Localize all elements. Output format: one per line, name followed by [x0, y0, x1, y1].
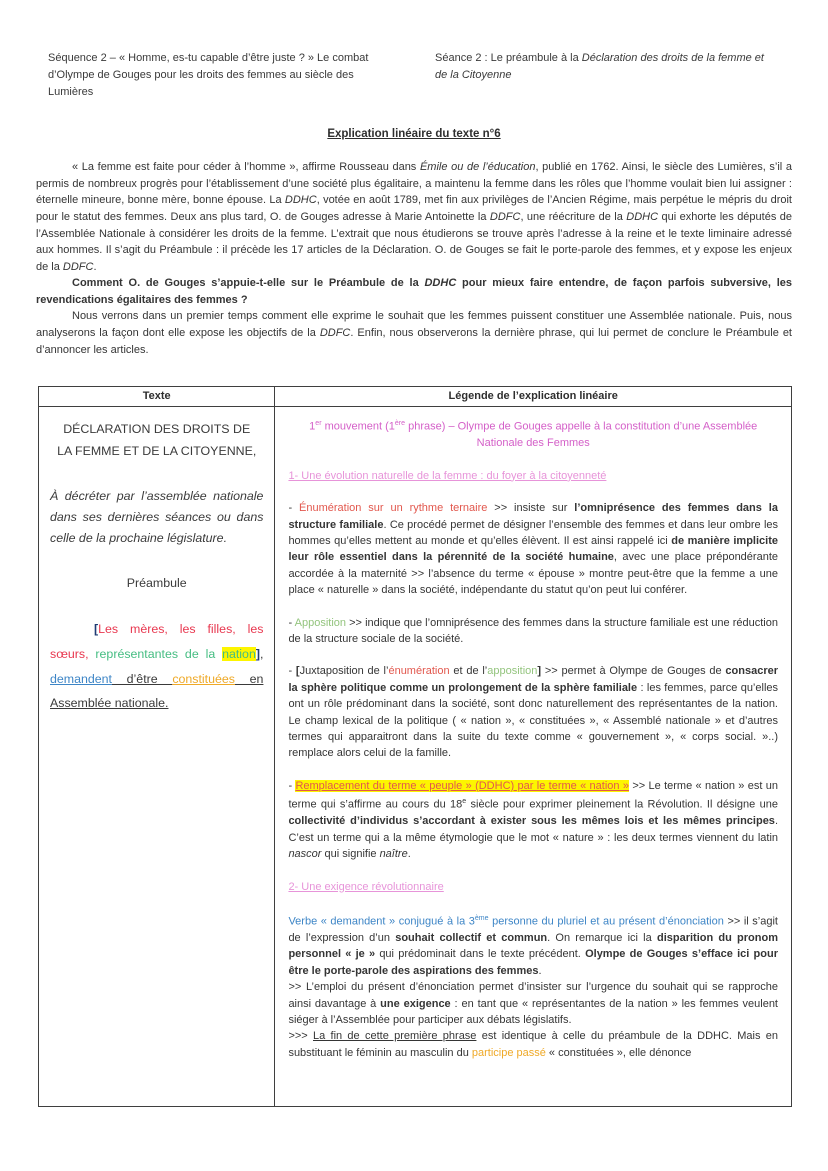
text-segment: DDFC — [319, 327, 351, 340]
header-seance — [435, 50, 770, 101]
legende-cell — [275, 407, 792, 1107]
text-segment: ] — [255, 646, 260, 661]
text-segment: qui exhorte les députés de l’Assemblée Nationale à considérer les droits de la femme. L’extrait que nous étudierons se trouve après l’adresse à la reine et le texte liminaire adressé aux hommes. Il s’agit du Préambule : il précède les 17 articles de la Déclaration. O. de Gouges se fait le porte-parole des femmes, et y expose les enjeux de la — [36, 210, 792, 273]
text-segment: nation — [222, 646, 256, 661]
header-seance-prefix: Séance 2 : Le préambule à la — [435, 52, 582, 64]
text-segment: Les mères, les filles, les sœurs, — [50, 621, 264, 661]
text-segment: [ — [295, 665, 300, 678]
text-segment: - — [288, 779, 296, 792]
text-segment: en Assemblée nationale. — [50, 671, 264, 711]
text-segment: pour mieux faire entendre, de façon parfois subversive, les revendications égalitaires des femmes ? — [36, 277, 792, 306]
text-segment: Nous verrons dans un premier temps comment elle exprime le souhait que les femmes puissent constituer une Assemblée nationale. Puis, nous analyserons la façon dont elle expose les objectifs de la — [36, 310, 792, 340]
text-segment: : en tant que « représentantes de la nation » les femmes veulent siéger à l’Assemblée pour participer aux débats législatifs. — [288, 997, 778, 1027]
text-segment: DDHC — [626, 210, 659, 223]
text-segment: disparition du pronom personnel « je » — [288, 931, 778, 961]
declaration-title — [50, 419, 263, 462]
text-segment: constituées — [172, 671, 235, 686]
text-segment: Olympe de Gouges s’efface ici pour être le porte-parole des aspirations des femmes — [288, 948, 778, 977]
text-segment: >> permet à Olympe de Gouges de — [541, 665, 726, 678]
intro-paragraph — [36, 159, 792, 275]
text-segment: ère — [394, 420, 406, 428]
text-segment: DDFC — [62, 260, 94, 273]
text-segment: l’omniprésence des femmes dans la structure familiale — [288, 502, 778, 531]
text-segment: « La femme est faite pour céder à l’homme », affirme Rousseau dans — [72, 161, 420, 174]
text-segment: consacrer la sphère politique comme un prolongement de la sphère familiale — [288, 665, 778, 694]
text-segment: . — [407, 848, 411, 861]
text-segment: représentantes de la — [88, 646, 223, 661]
text-segment: À décréter par l’assemblée nationale dans ses dernières séances ou dans celle de la prochaine législature. — [50, 488, 264, 546]
text-segment: 1 — [309, 420, 316, 433]
introduction-block — [0, 159, 828, 358]
text-segment: . On remarque ici la — [547, 931, 657, 944]
header-sequence-text: Séquence 2 – « Homme, es-tu capable d’être juste ? » Le combat d’Olympe de Gouges pour les droits des femmes au siècle des Lumières — [48, 52, 369, 99]
problem-question — [36, 275, 792, 308]
text-segment: DÉCLARATION DES DROITS DE LA FEMME ET DE LA CITOYENNE, — [57, 422, 257, 458]
text-segment: mouvement (1 — [321, 420, 395, 433]
text-segment: . Enfin, nous observerons la dernière phrase, qui lui permet de conclure le Préambule et d’annoncer les articles. — [36, 327, 792, 356]
document-title — [0, 128, 828, 140]
table-header-row — [39, 387, 792, 407]
text-segment: - — [288, 616, 295, 629]
text-segment: ème — [474, 914, 489, 922]
texte-cell — [39, 407, 275, 1107]
text-segment: ] — [537, 665, 542, 678]
text-segment: Remplacement du terme « peuple » (DDHC) par le terme « nation » — [295, 779, 629, 792]
analysis-present — [288, 979, 778, 1028]
subheading-2 — [288, 879, 778, 895]
analysis-enumeration — [288, 500, 778, 598]
text-segment: DDHC — [284, 194, 317, 207]
preamble-quote — [50, 617, 263, 716]
text-segment: >> Le terme « nation » est un terme qui s’affirme au cours du 18 — [288, 779, 778, 811]
text-segment: >> insiste sur — [487, 502, 575, 515]
text-segment: qui signifie — [321, 848, 380, 861]
text-segment: énumération — [388, 665, 450, 678]
text-segment: personne du pluriel et au présent d’énonciation — [488, 915, 724, 928]
text-segment: Énumération sur un rythme ternaire — [299, 502, 488, 515]
text-segment: est identique à celle du préambule de la DDHC. Mais en substituant le féminin au masculin du — [288, 1030, 778, 1059]
text-segment: qui prédominait dans le texte précédent. — [375, 948, 586, 961]
text-segment: . — [93, 260, 97, 273]
text-segment: : les femmes, parce qu’elles ont un rôle prédominant dans la société, sont donc naturellement des représentantes de la nation. Le champ lexical de la politique ( « nation », « constituées », « Assemblé nationale » et d’autres termes qui apparaitront dans la suite du texte comme « gouvernement », « corps social. »..) remplace alors celui de la famille. — [288, 681, 779, 760]
movement-heading — [288, 416, 778, 451]
text-segment: « constituées », elle dénonce — [545, 1046, 692, 1059]
analysis-remplacement — [288, 778, 778, 863]
text-segment: e — [462, 798, 467, 806]
text-segment: . — [538, 964, 542, 977]
text-segment: , avec une place prépondérante accordée à la maternité >> l’absence du terme « épouse » montre peut-être que la femme a une place « naturelle » dans la société, indépendante du statut qu’on peut lui conférer. — [288, 551, 778, 597]
analysis-table — [38, 386, 792, 1107]
text-segment: une exigence — [380, 997, 451, 1010]
text-segment: [ — [94, 621, 99, 636]
analysis-juxtaposition — [288, 663, 778, 761]
text-segment: phrase) – Olympe de Gouges appelle à la constitution d’une Assemblée Nationale des Femmes — [405, 420, 758, 450]
text-segment: Émile ou de l’éducation — [419, 161, 536, 174]
text-segment: DDHC — [424, 277, 457, 290]
text-segment: er — [315, 420, 322, 428]
text-segment: 2- Une exigence révolutionnaire — [288, 880, 444, 893]
text-segment: participe passé — [471, 1046, 546, 1059]
text-segment: - — [288, 502, 299, 515]
text-segment: apposition — [487, 665, 538, 678]
text-segment: , publié en 1762. Ainsi, le siècle des Lumières, s’il a permis de nombreux progrès pour l’établissement d’une société plus égalitaire, a maintenu la femme dans les rôles que l’homme voulait bien lui assigner : éternelle mineure, bonne mère, bonne épouse. La — [36, 161, 792, 207]
text-segment: nascor — [288, 848, 322, 861]
text-segment: >> indique que l’omniprésence des femmes dans la structure familiale est une réduction de la structure sociale de la société. — [288, 616, 778, 645]
analysis-fin-phrase — [288, 1028, 778, 1061]
text-segment: La fin de cette première phrase — [313, 1030, 477, 1043]
text-segment: siècle pour exprimer pleinement la Révolution. Il désigne une — [466, 798, 778, 811]
table-content-row — [39, 407, 792, 1107]
analysis-verbe — [288, 911, 778, 979]
text-segment: demandent — [50, 671, 113, 686]
text-segment: de manière implicite leur rôle essentiel dans la pérennité de la société humaine — [288, 534, 778, 564]
preambule-label — [50, 573, 263, 594]
table-header-texte: Texte — [39, 387, 275, 407]
subheading-1 — [288, 468, 778, 484]
text-segment: - — [288, 665, 296, 678]
text-segment: Verbe « demandent » conjugué à la 3 — [288, 915, 475, 928]
document-title-text: Explication linéaire du texte n°6 — [327, 128, 501, 141]
text-segment: collectivité d’individus s’accordant à exister sous les mêmes lois et les mêmes principes — [288, 815, 775, 828]
text-segment: souhait collectif et commun — [395, 931, 548, 944]
text-segment: Préambule — [126, 575, 187, 590]
text-segment: , votée en août 1789, met fin aux privilèges de l’Ancien Régime, mais perpétue le mépris du droit pour le statut des femmes. Deux ans plus tard, O. de Gouges adresse à Marie Antoinette la — [36, 194, 792, 223]
text-segment: DDFC — [489, 210, 521, 223]
header-seance-work-title: Déclaration des droits de la femme et de la Citoyenne — [435, 52, 764, 82]
table-header-legende: Légende de l’explication linéaire — [275, 387, 792, 407]
text-segment: >> il s’agit de l’expression d’un — [288, 915, 778, 944]
text-segment: >> L’emploi du présent d’énonciation permet d’insister sur l’urgence du souhait qui se rapproche ainsi davantage à — [288, 981, 778, 1010]
text-segment: . Ce procédé permet de désigner l’ensemble des femmes et dans leur ombre les hommes qu’elles mettent au monde et qu’elles élèvent. Il est ainsi rappelé ici — [288, 518, 778, 547]
text-segment: , une réécriture de la — [520, 210, 627, 223]
text-segment: >>> — [288, 1030, 313, 1043]
text-segment: Apposition — [294, 616, 346, 629]
text-segment: et de l’ — [449, 665, 488, 678]
text-segment: naître — [379, 848, 408, 861]
text-segment: Juxtaposition de l’ — [299, 665, 389, 678]
text-segment: , — [259, 646, 264, 661]
header-sequence — [48, 50, 393, 101]
decree-subtitle — [50, 486, 263, 550]
analysis-apposition — [288, 615, 778, 648]
text-segment: Comment O. de Gouges s’appuie-t-elle sur le Préambule de la — [72, 277, 425, 290]
text-segment: 1- Une évolution naturelle de la femme : du foyer à la citoyenneté — [288, 469, 607, 482]
page-header — [0, 0, 828, 101]
text-segment: d’être — [112, 671, 173, 686]
text-segment: . C’est un terme qui a la même étymologie que le mot « nature » : les deux termes viennent du latin — [288, 815, 778, 844]
plan-paragraph — [36, 308, 792, 358]
